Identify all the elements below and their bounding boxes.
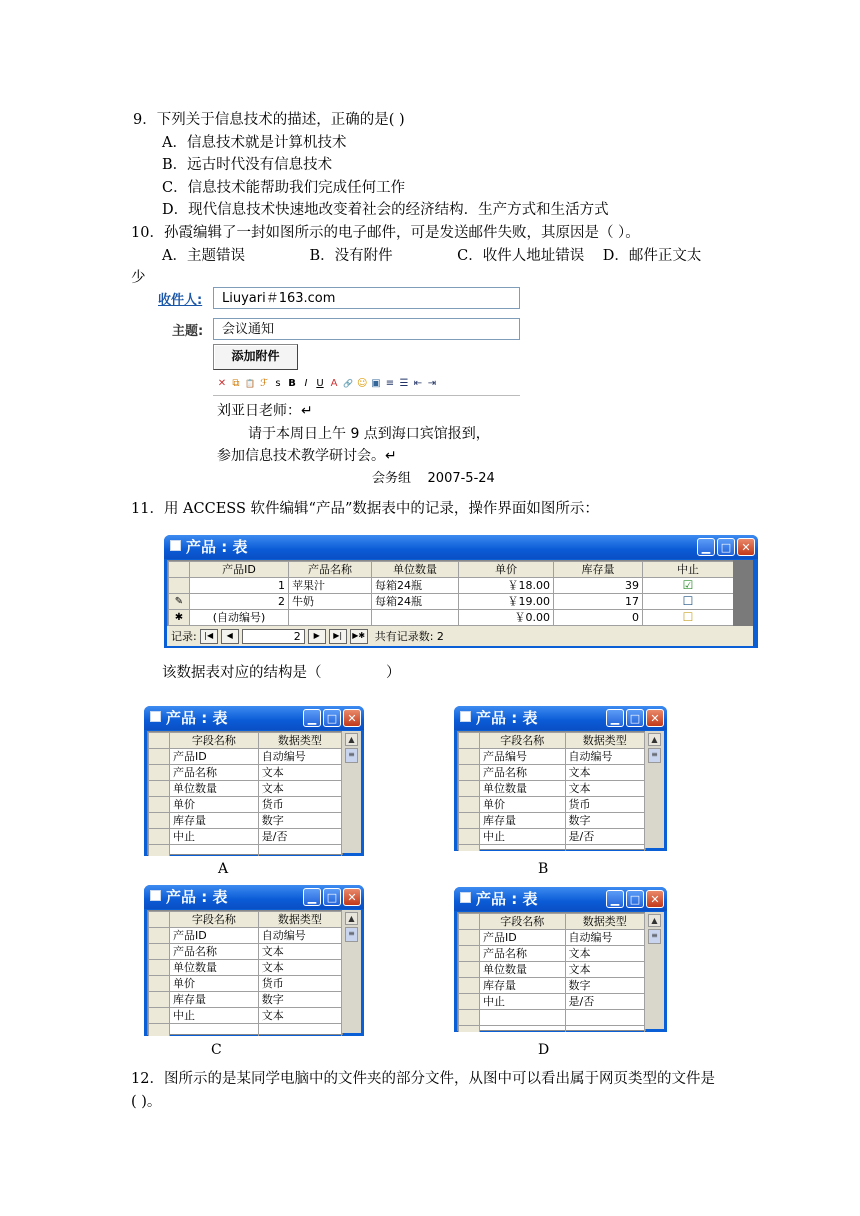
- table-row[interactable]: [169, 594, 734, 610]
- minimize-icon[interactable]: ▁: [606, 709, 624, 727]
- row-selector[interactable]: [149, 845, 170, 857]
- q11-stem: 11．用 ACCESS 软件编辑“产品”数据表中的记录，操作界面如图所示：: [131, 501, 599, 517]
- design-titlebar: [144, 706, 364, 730]
- design-grid: [147, 910, 343, 1035]
- row-selector[interactable]: [459, 962, 480, 978]
- col-header[interactable]: 单价: [459, 562, 554, 578]
- row-selector[interactable]: ✱: [169, 610, 190, 626]
- field-type[interactable]: 货币: [258, 976, 341, 992]
- field-type[interactable]: 文本: [565, 781, 644, 797]
- cell-price[interactable]: ￥18.00: [459, 578, 554, 594]
- field-name[interactable]: 单位数量: [480, 781, 566, 797]
- field-row[interactable]: [149, 944, 342, 960]
- field-type[interactable]: 数字: [258, 992, 341, 1008]
- record-number-input[interactable]: 2: [242, 629, 305, 644]
- empty-cell[interactable]: [170, 1024, 259, 1037]
- table-row[interactable]: [169, 610, 734, 626]
- field-type[interactable]: 是/否: [258, 829, 341, 845]
- scroll-up-icon[interactable]: ▲: [648, 733, 661, 746]
- table-icon: [170, 540, 181, 551]
- scroll-thumb[interactable]: ≡: [648, 748, 661, 763]
- row-selector[interactable]: [149, 1024, 170, 1037]
- field-row[interactable]: [459, 946, 645, 962]
- col-header[interactable]: 字段名称: [170, 733, 259, 749]
- row-selector[interactable]: [459, 749, 480, 765]
- field-row[interactable]: [459, 962, 645, 978]
- field-name[interactable]: 库存量: [170, 992, 259, 1008]
- table-icon: [460, 892, 471, 903]
- scroll-thumb[interactable]: ≡: [345, 748, 358, 763]
- col-header[interactable]: 字段名称: [170, 912, 259, 928]
- empty-row[interactable]: [459, 1026, 645, 1033]
- col-header[interactable]: 库存量: [554, 562, 643, 578]
- window-title: 产品 : 表: [476, 890, 538, 908]
- col-header[interactable]: 产品ID: [190, 562, 289, 578]
- row-selector[interactable]: [149, 829, 170, 845]
- design-window-b: [454, 706, 667, 851]
- row-selector[interactable]: [459, 978, 480, 994]
- row-selector[interactable]: [459, 930, 480, 946]
- col-header[interactable]: 产品名称: [289, 562, 372, 578]
- design-table: [148, 911, 342, 1036]
- field-name[interactable]: 中止: [170, 1008, 259, 1024]
- q12-line1: 12．图所示的是某同学电脑中的文件夹的部分文件，从图中可以看出属于网页类型的文件是: [131, 1071, 715, 1087]
- design-table: [458, 913, 645, 1032]
- field-row[interactable]: [149, 928, 342, 944]
- col-header[interactable]: 中止: [643, 562, 734, 578]
- corner-cell: [149, 733, 170, 749]
- window-title: 产品 : 表: [476, 709, 538, 727]
- row-selector[interactable]: [459, 994, 480, 1010]
- empty-cell[interactable]: [480, 845, 566, 852]
- cell-stock[interactable]: 39: [554, 578, 643, 594]
- field-type[interactable]: 是/否: [565, 994, 644, 1010]
- field-row[interactable]: [459, 781, 645, 797]
- field-type[interactable]: 文本: [258, 960, 341, 976]
- emoji-icon[interactable]: ☺: [357, 378, 368, 389]
- field-type[interactable]: 文本: [258, 1008, 341, 1024]
- datasheet-grid: [167, 560, 735, 628]
- field-name[interactable]: 产品名称: [170, 765, 259, 781]
- scroll-up-icon[interactable]: ▲: [345, 912, 358, 925]
- row-selector[interactable]: [149, 944, 170, 960]
- cell-name[interactable]: 苹果汁: [289, 578, 372, 594]
- field-row[interactable]: [149, 960, 342, 976]
- col-header[interactable]: 数据类型: [258, 733, 341, 749]
- field-type[interactable]: 文本: [258, 781, 341, 797]
- empty-row[interactable]: [459, 845, 645, 852]
- corner-cell: [169, 562, 190, 578]
- field-row[interactable]: [149, 1008, 342, 1024]
- design-scrollbar[interactable]: [342, 731, 361, 853]
- row-selector[interactable]: [459, 1010, 480, 1026]
- cell-id[interactable]: (自动编号): [190, 610, 289, 626]
- field-row[interactable]: [459, 994, 645, 1010]
- minimize-icon[interactable]: ▁: [606, 890, 624, 908]
- field-type[interactable]: 数字: [565, 813, 644, 829]
- email-body-line3[interactable]: 参加信息技术教学研讨会。↵: [217, 448, 397, 464]
- q9-option-b: B．远古时代没有信息技术: [162, 157, 333, 173]
- field-name[interactable]: 产品名称: [480, 946, 566, 962]
- font-icon[interactable]: ℱ: [260, 378, 268, 389]
- datasheet-table: [168, 561, 734, 626]
- col-header[interactable]: 数据类型: [258, 912, 341, 928]
- empty-cell[interactable]: [565, 1026, 644, 1033]
- col-header[interactable]: 数据类型: [565, 914, 644, 930]
- scroll-up-icon[interactable]: ▲: [648, 914, 661, 927]
- row-selector[interactable]: [149, 1008, 170, 1024]
- image-icon[interactable]: ▣: [371, 378, 381, 389]
- row-selector[interactable]: [169, 578, 190, 594]
- maximize-icon[interactable]: □: [323, 709, 341, 727]
- maximize-icon[interactable]: □: [717, 538, 735, 556]
- field-type[interactable]: 自动编号: [258, 749, 341, 765]
- field-row[interactable]: [459, 829, 645, 845]
- field-type[interactable]: 自动编号: [565, 930, 644, 946]
- field-name[interactable]: 单价: [170, 797, 259, 813]
- empty-cell[interactable]: [258, 845, 341, 857]
- row-selector[interactable]: [459, 946, 480, 962]
- field-row[interactable]: [459, 797, 645, 813]
- field-type[interactable]: 自动编号: [258, 928, 341, 944]
- field-name[interactable]: 单价: [480, 797, 566, 813]
- close-icon[interactable]: ✕: [646, 709, 664, 727]
- option-d-caption: D: [538, 1042, 550, 1058]
- datasheet-window: [164, 535, 758, 648]
- field-name[interactable]: 库存量: [170, 813, 259, 829]
- new-record-button[interactable]: ▶✱: [350, 629, 368, 644]
- row-selector[interactable]: [459, 845, 480, 852]
- email-body-line1[interactable]: 刘亚日老师：↵: [217, 403, 313, 419]
- row-selector[interactable]: [149, 976, 170, 992]
- table-icon: [150, 890, 161, 901]
- field-name[interactable]: 单位数量: [170, 960, 259, 976]
- field-name[interactable]: 产品编号: [480, 749, 566, 765]
- next-record-button[interactable]: ▶: [308, 629, 326, 644]
- corner-cell: [459, 914, 480, 930]
- q9-stem: 9．下列关于信息技术的描述，正确的是( ): [133, 112, 405, 128]
- minimize-icon[interactable]: ▁: [303, 888, 321, 906]
- design-scrollbar[interactable]: [645, 731, 664, 848]
- field-row[interactable]: [149, 797, 342, 813]
- close-icon[interactable]: ✕: [343, 888, 361, 906]
- field-row[interactable]: [149, 749, 342, 765]
- email-body-line2[interactable]: 请于本周日上午 9 点到海口宾馆报到，: [248, 426, 490, 442]
- design-titlebar: [454, 706, 667, 730]
- field-row[interactable]: [149, 829, 342, 845]
- field-row[interactable]: [149, 813, 342, 829]
- row-selector[interactable]: [459, 829, 480, 845]
- design-window-a: [144, 706, 364, 856]
- field-name[interactable]: 中止: [480, 994, 566, 1010]
- list-icon[interactable]: ☰: [399, 378, 409, 389]
- col-header[interactable]: 数据类型: [565, 733, 644, 749]
- cell-unit[interactable]: [372, 610, 459, 626]
- field-name[interactable]: 产品名称: [480, 765, 566, 781]
- scroll-thumb[interactable]: ≡: [345, 927, 358, 942]
- q10-options: A．主题错误 B．没有附件 C．收件人地址错误 D．邮件正文太: [162, 248, 702, 264]
- discontinued-checkbox[interactable]: ☑: [643, 578, 734, 594]
- design-titlebar: [454, 887, 667, 911]
- subject-input[interactable]: 会议通知: [213, 318, 520, 340]
- maximize-icon[interactable]: □: [323, 888, 341, 906]
- empty-cell[interactable]: [480, 1010, 566, 1026]
- maximize-icon[interactable]: □: [626, 709, 644, 727]
- col-header[interactable]: 字段名称: [480, 914, 566, 930]
- corner-cell: [459, 733, 480, 749]
- field-row[interactable]: [149, 976, 342, 992]
- cell-unit[interactable]: 每箱24瓶: [372, 594, 459, 610]
- paste-icon[interactable]: 📋: [245, 379, 255, 388]
- align-left-icon[interactable]: ≡: [385, 378, 395, 389]
- q11-prompt: 该数据表对应的结构是（ ）: [162, 665, 401, 681]
- field-type[interactable]: 文本: [258, 944, 341, 960]
- field-name[interactable]: 单位数量: [170, 781, 259, 797]
- row-selector[interactable]: [149, 960, 170, 976]
- q10-stem: 10．孙霞编辑了一封如图所示的电子邮件，可是发送邮件失败，其原因是（ ）。: [131, 225, 640, 241]
- row-selector[interactable]: [149, 765, 170, 781]
- q10-options-wrap: 少: [131, 270, 146, 286]
- maximize-icon[interactable]: □: [626, 890, 644, 908]
- cell-price[interactable]: ￥0.00: [459, 610, 554, 626]
- design-grid: [147, 731, 343, 855]
- font-size-icon[interactable]: ꜱ: [275, 378, 281, 389]
- q9-option-a: A．信息技术就是计算机技术: [162, 135, 347, 151]
- row-selector[interactable]: [459, 797, 480, 813]
- empty-cell[interactable]: [170, 845, 259, 857]
- format-toolbar: [217, 378, 437, 389]
- underline-icon[interactable]: U: [316, 378, 324, 389]
- field-row[interactable]: [459, 765, 645, 781]
- design-window-c: [144, 885, 364, 1036]
- add-attachment-button[interactable]: 添加附件: [213, 344, 298, 370]
- field-name[interactable]: 产品ID: [170, 749, 259, 765]
- row-selector[interactable]: [149, 813, 170, 829]
- minimize-icon[interactable]: ▁: [697, 538, 715, 556]
- field-row[interactable]: [149, 781, 342, 797]
- field-name[interactable]: 产品名称: [170, 944, 259, 960]
- field-name[interactable]: 产品ID: [170, 928, 259, 944]
- corner-cell: [149, 912, 170, 928]
- design-scrollbar[interactable]: [645, 912, 664, 1029]
- bold-icon[interactable]: B: [288, 378, 296, 389]
- empty-row[interactable]: [149, 1024, 342, 1037]
- empty-cell[interactable]: [258, 1024, 341, 1037]
- field-row[interactable]: [149, 992, 342, 1008]
- option-b-caption: B: [538, 861, 549, 877]
- minimize-icon[interactable]: ▁: [303, 709, 321, 727]
- cell-name[interactable]: [289, 610, 372, 626]
- field-row[interactable]: [459, 813, 645, 829]
- table-row[interactable]: [169, 578, 734, 594]
- record-label: 记录:: [171, 630, 197, 643]
- design-scrollbar[interactable]: [342, 910, 361, 1033]
- scroll-thumb[interactable]: ≡: [648, 929, 661, 944]
- design-titlebar: [144, 885, 364, 909]
- field-type[interactable]: 文本: [565, 962, 644, 978]
- field-name[interactable]: 库存量: [480, 813, 566, 829]
- indent-icon[interactable]: ⇤: [413, 378, 423, 389]
- field-type[interactable]: 数字: [565, 978, 644, 994]
- cell-id[interactable]: 2: [190, 594, 289, 610]
- col-header[interactable]: 字段名称: [480, 733, 566, 749]
- window-title: 产品 : 表: [166, 709, 228, 727]
- field-type[interactable]: 货币: [565, 797, 644, 813]
- q9-option-d: D．现代信息技术快速地改变着社会的经济结构．生产方式和生活方式: [162, 202, 609, 218]
- row-selector[interactable]: [459, 1026, 480, 1033]
- field-type[interactable]: 是/否: [565, 829, 644, 845]
- field-name[interactable]: 库存量: [480, 978, 566, 994]
- row-selector[interactable]: ✎: [169, 594, 190, 610]
- field-type[interactable]: 货币: [258, 797, 341, 813]
- field-type[interactable]: 文本: [565, 765, 644, 781]
- field-type[interactable]: 文本: [565, 946, 644, 962]
- field-row[interactable]: [149, 765, 342, 781]
- cell-unit[interactable]: 每箱24瓶: [372, 578, 459, 594]
- table-icon: [150, 711, 161, 722]
- row-selector[interactable]: [459, 813, 480, 829]
- table-icon: [460, 711, 471, 722]
- row-selector[interactable]: [149, 992, 170, 1008]
- cell-price[interactable]: ￥19.00: [459, 594, 554, 610]
- record-navigator: [167, 626, 753, 646]
- subject-label: 主题:: [172, 324, 204, 339]
- field-name[interactable]: 产品ID: [480, 930, 566, 946]
- close-icon[interactable]: ✕: [737, 538, 755, 556]
- field-row[interactable]: [459, 749, 645, 765]
- field-type[interactable]: 自动编号: [565, 749, 644, 765]
- to-input[interactable]: Liuyari＃163.com: [213, 287, 520, 309]
- empty-cell[interactable]: [480, 1026, 566, 1033]
- cell-id[interactable]: 1: [190, 578, 289, 594]
- field-row[interactable]: [459, 930, 645, 946]
- row-selector[interactable]: [149, 797, 170, 813]
- toolbar-divider: [213, 395, 520, 396]
- q12-line2: ( )。: [131, 1094, 162, 1110]
- row-selector[interactable]: [149, 928, 170, 944]
- design-grid: [457, 912, 646, 1031]
- empty-cell[interactable]: [565, 845, 644, 852]
- email-signature[interactable]: 会务组 2007-5-24: [372, 471, 495, 486]
- italic-icon[interactable]: I: [304, 378, 308, 389]
- first-record-button[interactable]: |◀: [200, 629, 218, 644]
- cell-name[interactable]: 牛奶: [289, 594, 372, 610]
- empty-row[interactable]: [459, 1010, 645, 1026]
- empty-cell[interactable]: [565, 1010, 644, 1026]
- field-row[interactable]: [459, 978, 645, 994]
- window-title: 产品 : 表: [166, 888, 228, 906]
- design-grid: [457, 731, 646, 850]
- outdent-icon[interactable]: ⇥: [427, 378, 437, 389]
- cell-stock[interactable]: 0: [554, 610, 643, 626]
- row-selector[interactable]: [149, 781, 170, 797]
- field-name[interactable]: 中止: [480, 829, 566, 845]
- design-table: [148, 732, 342, 856]
- row-selector[interactable]: [459, 765, 480, 781]
- datasheet-titlebar: [164, 535, 758, 559]
- copy-icon[interactable]: ⧉: [232, 378, 240, 389]
- window-title: 产品 : 表: [186, 538, 248, 556]
- option-a-caption: A: [218, 861, 229, 877]
- to-label[interactable]: 收件人:: [158, 293, 203, 308]
- datasheet-scrollbar[interactable]: [733, 560, 753, 626]
- row-selector[interactable]: [459, 781, 480, 797]
- design-window-d: [454, 887, 667, 1032]
- row-selector[interactable]: [149, 749, 170, 765]
- discontinued-checkbox[interactable]: ☐: [643, 594, 734, 610]
- last-record-button[interactable]: ▶|: [329, 629, 347, 644]
- design-table: [458, 732, 645, 851]
- field-name[interactable]: 单价: [170, 976, 259, 992]
- close-icon[interactable]: ✕: [646, 890, 664, 908]
- cell-stock[interactable]: 17: [554, 594, 643, 610]
- cut-icon[interactable]: ✕: [217, 378, 227, 389]
- discontinued-checkbox[interactable]: ☐: [643, 610, 734, 626]
- color-icon[interactable]: A: [330, 378, 338, 389]
- field-name[interactable]: 单位数量: [480, 962, 566, 978]
- scroll-up-icon[interactable]: ▲: [345, 733, 358, 746]
- record-count: 共有记录数: 2: [374, 630, 444, 643]
- option-c-caption: C: [211, 1042, 222, 1058]
- col-header[interactable]: 单位数量: [372, 562, 459, 578]
- prev-record-button[interactable]: ◀: [221, 629, 239, 644]
- field-type[interactable]: 文本: [258, 765, 341, 781]
- empty-row[interactable]: [149, 845, 342, 857]
- field-type[interactable]: 数字: [258, 813, 341, 829]
- q9-option-c: C．信息技术能帮助我们完成任何工作: [162, 180, 406, 196]
- link-icon[interactable]: 🔗: [343, 379, 353, 388]
- close-icon[interactable]: ✕: [343, 709, 361, 727]
- field-name[interactable]: 中止: [170, 829, 259, 845]
